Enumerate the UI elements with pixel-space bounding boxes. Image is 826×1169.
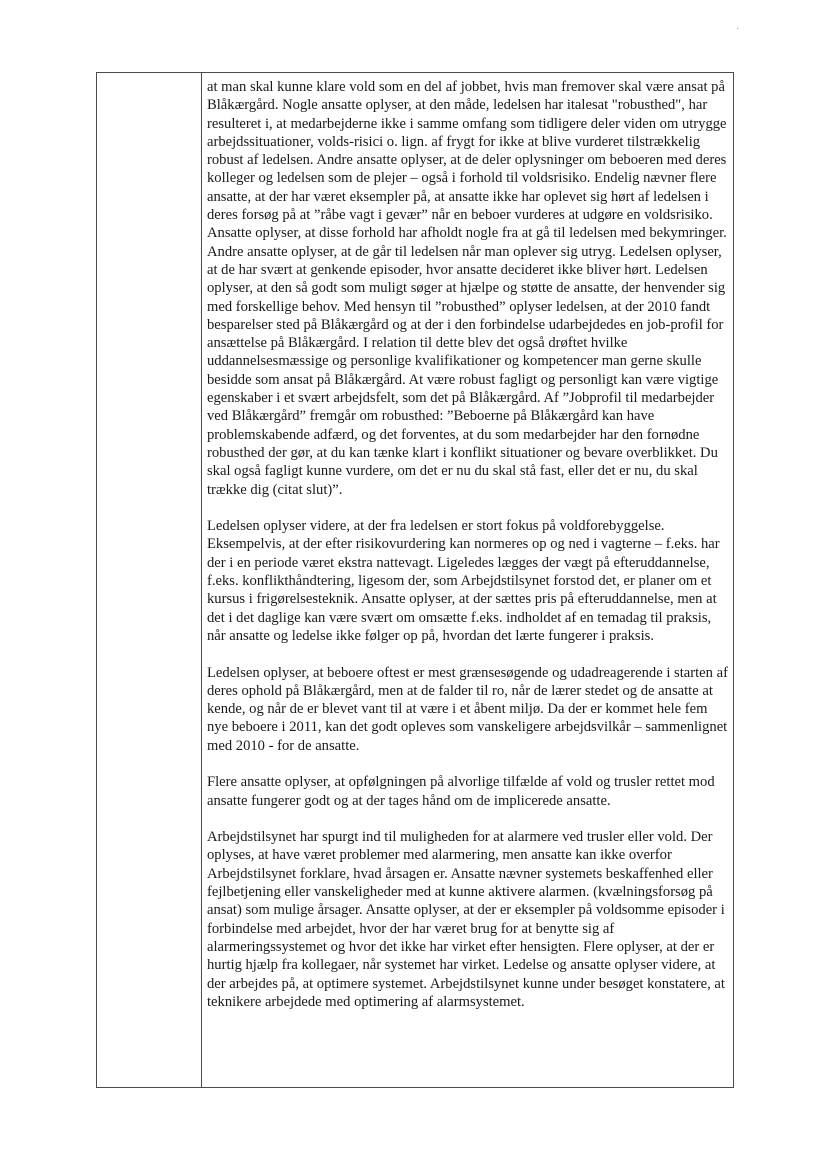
paragraph-robusthed: at man skal kunne klare vold som en del af jobbet, hvis man fremover skal være ansat på Blåkærgård. Nogle ansatte oplyser, at den måde, ledelsen har italesat "robusthed", har resulteret i, at medarbejderne ikke i samme omfang som tidligere deler viden om utrygge arbejdssituationer, volds-risici o. lign. af frygt for ikke at blive vurderet tilstrækkelig robust af ledelsen. Andre ansatte oplyser, at de deler oplysninger om beboeren med deres kolleger og ledelsen som de plejer – også i forhold til voldsrisiko. Endelig nævner flere ansatte, at der har været eksempler på, at ansatte ikke har oplevet sig hørt af ledelsen i deres forsøg på at ”råbe vagt i gevær” når en beboer vurderes at udgøre en voldsrisiko. Ansatte oplyser, at disse forhold har afholdt nogle fra at gå til ledelsen med bekymringer. Andre ansatte oplyser, at de går til ledelsen når man oplever sig utryg. Ledelsen oplyser, at de har svært at genkende episoder, hvor ansatte decideret ikke bliver hørt. Ledelsen oplyser, at den så godt som muligt søger at hjælpe og støtte de ansatte, der henvender sig med forskellige behov. Med hensyn til ”robusthed” oplyser ledelsen, at der 2010 fandt besparelser sted på Blåkærgård og at der i den forbindelse udarbejdedes en job-profil for ansættelse på Blåkærgård. I relation til dette blev det også drøftet hvilke uddannelsesmæssige og personlige kvalifikationer og kompetencer man gerne skulle besidde som ansat på Blåkærgård. At være robust fagligt og personligt kan være vigtige egenskaber i et svært arbejdsfelt, som det på Blåkærgård. Af ”Jobprofil til medarbejder ved Blåkærgård” fremgår om robusthed: ”Beboerne på Blåkærgård kan have problemskabende adfærd, og det forventes, at du som medarbejder har den fornødne robusthed der gør, at du kan tænke klart i konflikt situationer og bevare overblikket. Du skal også fagligt kunne vurdere, om det er nu du skal stå fast, eller det er nu, du skal trække dig (citat slut)”.: [207, 79, 727, 498]
corner-mark: ·: [736, 24, 740, 35]
report-text-cell: [207, 78, 729, 1011]
paragraph-voldforebyggelse: Ledelsen oplyser videre, at der fra ledelsen er stort fokus på voldforebyggelse. Eksempelvis, at der efter risikovurdering kan normeres op og ned i vagterne – f.eks. har der i en periode været ekstra nattevagt. Ligeledes lægges der vægt på efteruddannelse, f.eks. konflikthåndtering, ligesom der, som Arbejdstilsynet forstod det, er planer om et kursus i frigørelsesteknik. Ansatte oplyser, at der sættes pris på efteruddannelse, men at det i det daglige kan være svært om omsætte f.eks. indholdet af en temadag til praksis, når ansatte og ledelse ikke følger op på, hvordan det lærte fungerer i praksis.: [207, 518, 720, 644]
paragraph-nye-beboere: Ledelsen oplyser, at beboere oftest er mest grænsesøgende og udadreagerende i starten af deres ophold på Blåkærgård, men at de falder til ro, når de lærer stedet og de ansatte at kende, og når de er blevet vant til at være i et åbent miljø. Da der er kommet hele fem nye beboere i 2011, kan det godt opleves som vanskeligere arbejdsvilkår – sammenlignet med 2010 - for de ansatte.: [207, 664, 728, 754]
paragraph-alarmering: Arbejdstilsynet har spurgt ind til muligheden for at alarmere ved trusler eller vold. Der oplyses, at have været problemer med alarmering, men ansatte kan ikke overfor Arbejdstilsynet forklare, hvad årsagen er. Ansatte nævner systemets beskaffenhed eller fejlbetjening eller vanskeligheder med at kunne aktivere alarmen. (kvælningsforsøg på ansat) som mulige årsager. Ansatte oplyser, at der er eksempler på voldsomme episoder i forbindelse med arbejdet, hvor der har været brug for at benytte sig af alarmeringssystemet og hvor det ikke har virket efter hensigten. Flere oplyser, at der er hurtig hjælp fra kollegaer, når systemet har virket. Ledelse og ansatte oplyser videre, at der arbejdes på, at optimere systemet. Arbejdstilsynet kunne under besøget konstatere, at teknikere arbejdede med optimering af alarmsystemet.: [207, 829, 725, 1010]
report-table: [96, 72, 734, 1088]
left-empty-cell: [97, 73, 201, 1087]
paragraph-opfoelgning: Flere ansatte oplyser, at opfølgningen på alvorlige tilfælde af vold og trusler rettet mod ansatte fungerer godt og at der tages hånd om de implicerede ansatte.: [207, 774, 715, 809]
column-divider: [201, 73, 202, 1087]
